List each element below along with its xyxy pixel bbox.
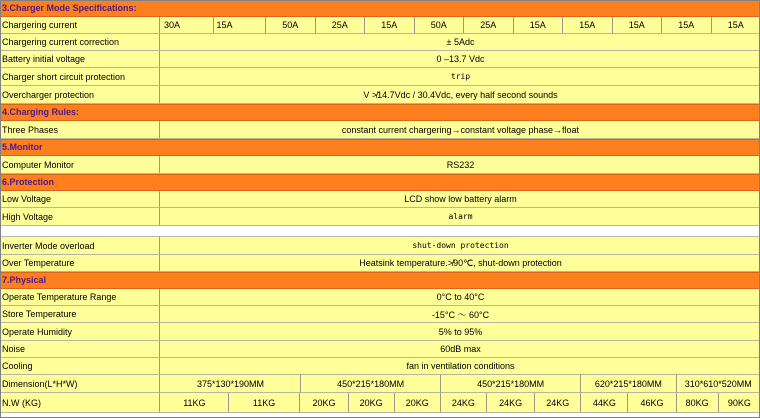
row-high-voltage [0,208,760,226]
row-charging-current [0,17,760,34]
row-label: Operate Humidity [0,323,160,340]
row-label: Store Temperature [0,306,160,322]
current-cell: 25A [316,17,366,33]
current-cell: 50A [415,17,465,33]
row-value: LCD show low battery alarm [404,194,517,204]
row-value: trip [450,72,471,81]
weight-cell: 20KG [300,393,348,412]
row-label: Chargering current correction [0,34,160,50]
row-computer-monitor [0,156,760,174]
section-title: 5.Monitor [2,142,43,152]
current-cell: 25A [464,17,514,33]
current-cell: 15A [514,17,564,33]
row-low-voltage [0,191,760,208]
row-value: -15°C ～ 60°C [431,309,490,320]
dimension-cell: 375*130*190MM [161,375,301,392]
row-value: fan in ventilation conditions [406,361,515,371]
current-cells [161,17,760,33]
weight-cell: 20KG [349,393,395,412]
weight-cell: 24KG [441,393,487,412]
row-overcharger-protection [0,86,760,104]
spacer-row [0,226,760,237]
row-three-phases [0,121,760,139]
row-current-correction [0,34,760,51]
weight-cell: 24KG [487,393,535,412]
dimension-cell: 310*610*520MM [684,378,752,389]
dimension-cells [161,375,760,392]
row-short-circuit-protection [0,68,760,86]
section-title: 3.Charger Mode Specifications: [2,3,137,13]
dimension-cell: 620*215*180MM [581,375,676,392]
row-net-weight [0,393,760,413]
section-title: 6.Protection [2,177,55,187]
row-label: N.W (KG) [0,393,160,412]
row-value: 0°C to 40°C [436,292,485,302]
weight-cell: 24KG [535,393,581,412]
row-battery-initial-voltage [0,51,760,68]
section-header-charging-rules [0,104,760,121]
row-label: Computer Monitor [0,156,160,173]
dimension-cell: 450*215*180MM [441,375,581,392]
row-value: ± 5Adc [446,37,475,47]
row-label: Three Phases [0,121,160,138]
row-value: shut-down protection [412,241,509,250]
current-cell: 30A [161,17,214,33]
row-inverter-overload [0,237,760,255]
weight-cell: 11KG [161,393,229,412]
row-value: RS232 [446,159,475,170]
row-value: constant current chargering→constant voltage phase→float [341,124,580,135]
weight-cell: 20KG [395,393,441,412]
row-noise [0,341,760,358]
current-cell: 15A [613,17,663,33]
dimension-cell: 450*215*180MM [301,375,441,392]
weight-cell: 44KG [581,393,628,412]
section-header-protection [0,174,760,191]
section-title: 4.Charging Rules: [2,107,80,117]
row-label: Noise [0,341,160,357]
current-cell: 15A [214,17,267,33]
row-value: alarm [448,212,473,221]
row-label: Low Voltage [0,191,160,207]
row-label: Cooling [0,358,160,374]
row-store-temperature [0,306,760,323]
current-cell: 15A [727,20,744,30]
current-cell: 15A [563,17,613,33]
row-value: Heatsink temperature.≯90℃, shut-down protection [359,257,562,268]
row-label: Overcharger protection [0,86,160,103]
row-label: Battery initial voltage [0,51,160,67]
row-label: Dimension(L*H*W) [0,375,160,392]
row-label: Chargering current [0,17,160,33]
row-cooling [0,358,760,375]
row-value: 0 –13.7 Vdc [436,54,485,64]
row-value: 5% to 95% [438,326,483,337]
section-header-charger [0,0,760,17]
row-label: Inverter Mode overload [0,237,160,254]
row-label: High Voltage [0,208,160,225]
weight-cell: 90KG [727,397,751,408]
current-cell: 15A [365,17,415,33]
weight-cells [161,393,760,412]
section-title: 7.Physical [2,275,47,285]
row-label: Operate Temperature Range [0,289,160,305]
row-label: Over Temperature [0,255,160,271]
current-cell: 15A [662,17,712,33]
section-header-physical [0,272,760,289]
row-operate-temperature [0,289,760,306]
row-value: 60dB max [440,344,481,354]
row-label: Charger short circuit protection [0,68,160,85]
row-over-temperature [0,255,760,272]
current-cell: 50A [266,17,316,33]
weight-cell: 11KG [229,393,301,412]
section-header-monitor [0,139,760,156]
row-dimension [0,375,760,393]
weight-cell: 46KG [628,393,676,412]
weight-cell: 80KG [677,393,719,412]
row-value: V ≯14.7Vdc / 30.4Vdc, every half second sounds [363,89,558,100]
row-operate-humidity [0,323,760,341]
